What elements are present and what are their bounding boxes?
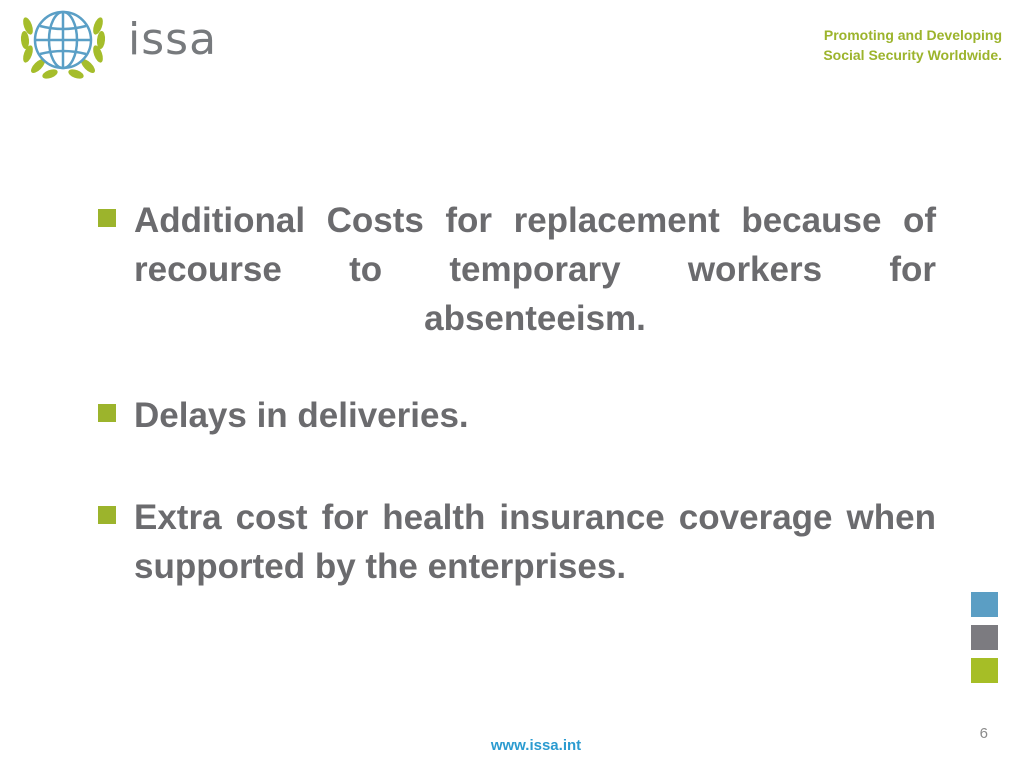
footer-url-link[interactable]: www.issa.int <box>490 737 582 754</box>
tagline-line-1: Promoting and Developing <box>823 27 1002 43</box>
logo-text: issa <box>128 14 218 65</box>
globe-with-laurel-icon <box>18 4 108 82</box>
bullet-text: Delays in deliveries. <box>134 396 469 435</box>
square-bullet-icon <box>98 506 116 524</box>
green-square <box>971 658 998 683</box>
bullet-item <box>98 391 936 440</box>
square-bullet-icon <box>98 404 116 422</box>
page-number: 6 <box>979 725 988 742</box>
bullet-text: Additional Costs for replacement because of recourse to temporary workers for absenteeism. <box>134 201 936 338</box>
bullet-text: Extra cost for health insurance coverage when supported by the enterprises. <box>134 498 936 586</box>
tagline <box>823 25 1002 65</box>
issa-logo <box>18 4 218 82</box>
tagline-line-2: Social Security Worldwide. <box>823 47 1002 63</box>
decorative-squares <box>971 592 998 691</box>
bullet-list <box>98 196 936 591</box>
blue-square <box>971 592 998 617</box>
square-bullet-icon <box>98 209 116 227</box>
gray-square <box>971 625 998 650</box>
bullet-item <box>98 196 936 343</box>
bullet-item <box>98 493 936 591</box>
